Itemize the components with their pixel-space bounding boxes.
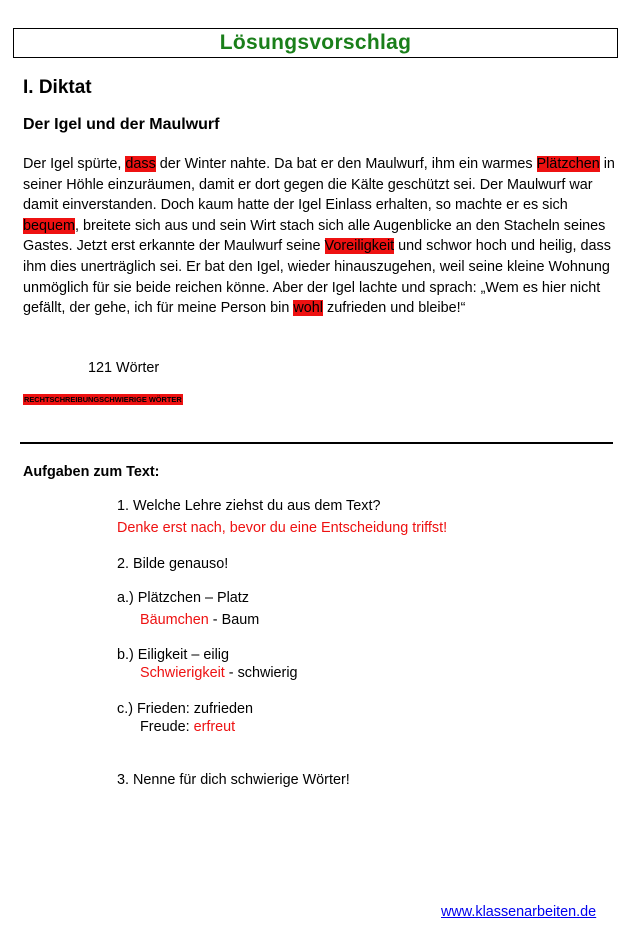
difficult-words-label: RECHTSCHREIBUNGSCHWIERIGE WÖRTER [24, 395, 182, 404]
page-title: Lösungsvorschlag [219, 31, 412, 54]
answer-c-red: erfreut [193, 719, 236, 735]
answer-1: Denke erst nach, bevor du eine Entscheidung triffst! [117, 520, 448, 536]
highlighted-word: wohl [293, 300, 323, 317]
answer-b-red: Schwierigkeit [140, 665, 225, 681]
dictation-text [23, 154, 618, 319]
text-segment: Der Igel spürte, [23, 156, 126, 172]
divider [20, 442, 613, 444]
highlighted-word: dass [125, 156, 156, 172]
answer-a-red: Bäumchen [140, 612, 209, 628]
answer-a [140, 611, 259, 630]
question-2: 2. Bilde genauso! [117, 556, 229, 572]
story-title: Der Igel und der Maulwurf [23, 116, 220, 133]
highlighted-word: Plätzchen [536, 156, 600, 172]
example-b: b.) Eiligkeit – eilig [117, 647, 229, 663]
answer-c [140, 718, 235, 737]
text-segment: in seiner Höhle einzuräumen, damit er dort gegen die Kälte geschützt sei. Der Maulwurf war damit einverstanden. Doch kaum hatte der Igel Einlass erhalten, so machte er es sich [23, 156, 615, 214]
highlighted-word: bequem [23, 217, 76, 234]
text-segment: der Winter nahte. Da bat er den Maulwurf, ihm ein warmes [155, 156, 537, 172]
answer-b [140, 664, 298, 683]
example-c: c.) Frieden: zufrieden [117, 701, 253, 717]
word-count: 121 Wörter [88, 360, 160, 376]
text-segment: , breitete sich aus und sein Wirt stach sich alle Augenblicke an den Stacheln seines Gastes. Jetzt erst erkannte der Maulwurf seine [23, 217, 606, 255]
title-box [13, 28, 618, 58]
tasks-heading: Aufgaben zum Text: [23, 464, 160, 480]
section-heading: I. Diktat [23, 77, 92, 98]
footer-link[interactable]: www.klassenarbeiten.de [441, 904, 597, 920]
text-segment: zufrieden und bleibe!“ [323, 300, 466, 317]
answer-a-rest: - Baum [208, 612, 260, 628]
question-3: 3. Nenne für dich schwierige Wörter! [117, 772, 350, 788]
answer-b-rest: - schwierig [224, 665, 298, 681]
question-1: 1. Welche Lehre ziehst du aus dem Text? [117, 498, 381, 514]
answer-c-prefix: Freude: [140, 719, 194, 735]
text-segment: und schwor hoch und heilig, dass ihm dies unerträglich sei. Er bat den Igel, wieder hinauszugehen, weil seine kleine Wohnung unmöglich für sie beide reichen könne. Aber der Igel lachte und sprach: „Wem es hier nicht gefällt, der gehe, ich für meine Person bin [23, 238, 611, 317]
example-a: a.) Plätzchen – Platz [117, 590, 249, 606]
highlighted-word: Voreiligkeit [324, 238, 395, 255]
